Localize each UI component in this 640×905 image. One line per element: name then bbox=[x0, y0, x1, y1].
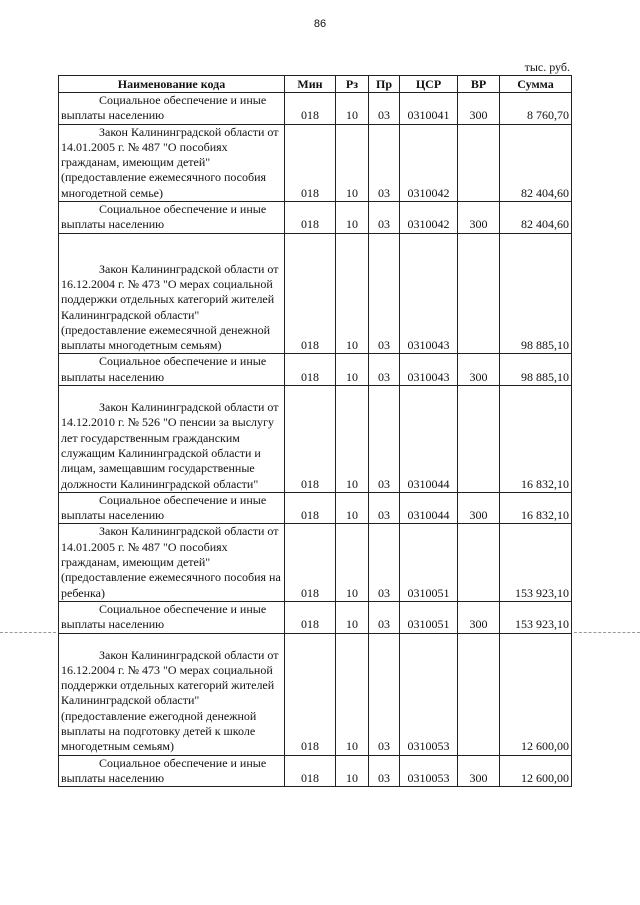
row-rz: 10 bbox=[336, 386, 369, 493]
row-min: 018 bbox=[285, 524, 336, 601]
row-pr: 03 bbox=[369, 492, 400, 524]
row-pr: 03 bbox=[369, 524, 400, 601]
table-row bbox=[59, 354, 572, 386]
row-min: 018 bbox=[285, 354, 336, 386]
row-min: 018 bbox=[285, 233, 336, 354]
scan-artifact-line-right bbox=[574, 632, 640, 633]
row-csr: 0310042 bbox=[400, 124, 458, 201]
column-header-rz: Рз bbox=[336, 76, 369, 93]
row-vr bbox=[458, 124, 500, 201]
row-name-text: Социальное обеспечение и иные выплаты населению bbox=[61, 492, 267, 523]
row-vr: 300 bbox=[458, 354, 500, 386]
row-sum: 82 404,60 bbox=[500, 124, 572, 201]
table-row bbox=[59, 233, 572, 354]
row-sum: 98 885,10 bbox=[500, 233, 572, 354]
row-name-text: Закон Калининградской области от 14.12.2010 г. № 526 "О пенсии за выслугу лет государственным гражданским служащим Калининградской области и лицам, замещавшим государственные должности Калининградской области" bbox=[61, 400, 279, 491]
table-row bbox=[59, 601, 572, 633]
row-name bbox=[59, 202, 285, 234]
table-row bbox=[59, 93, 572, 125]
row-pr: 03 bbox=[369, 386, 400, 493]
row-name-text: Закон Калининградской области от 16.12.2004 г. № 473 "О мерах социальной поддержки отдельных категорий жителей Калининградской области" (предоставление ежегодной денежной выплаты на подготовку детей к школе многодетным семьям) bbox=[61, 647, 279, 754]
page-number: 86 bbox=[313, 18, 327, 30]
row-name bbox=[59, 124, 285, 201]
row-name-text: Социальное обеспечение и иные выплаты населению bbox=[61, 601, 267, 632]
row-csr: 0310053 bbox=[400, 633, 458, 755]
row-csr: 0310041 bbox=[400, 93, 458, 125]
column-header-sum: Сумма bbox=[500, 76, 572, 93]
row-pr: 03 bbox=[369, 601, 400, 633]
row-sum: 98 885,10 bbox=[500, 354, 572, 386]
row-min: 018 bbox=[285, 601, 336, 633]
row-min: 018 bbox=[285, 202, 336, 234]
row-vr: 300 bbox=[458, 492, 500, 524]
row-min: 018 bbox=[285, 386, 336, 493]
row-rz: 10 bbox=[336, 202, 369, 234]
scan-artifact-line-left bbox=[0, 632, 56, 633]
row-name bbox=[59, 633, 285, 755]
row-vr bbox=[458, 524, 500, 601]
row-csr: 0310043 bbox=[400, 354, 458, 386]
row-pr: 03 bbox=[369, 124, 400, 201]
column-header-pr: Пр bbox=[369, 76, 400, 93]
row-sum: 12 600,00 bbox=[500, 755, 572, 787]
row-sum: 8 760,70 bbox=[500, 93, 572, 125]
row-name-text: Социальное обеспечение и иные выплаты населению bbox=[61, 755, 267, 785]
column-header-name: Наименование кода bbox=[59, 76, 285, 93]
row-rz: 10 bbox=[336, 354, 369, 386]
row-min: 018 bbox=[285, 492, 336, 524]
row-name bbox=[59, 492, 285, 524]
row-csr: 0310044 bbox=[400, 492, 458, 524]
row-min: 018 bbox=[285, 124, 336, 201]
row-rz: 10 bbox=[336, 524, 369, 601]
row-name bbox=[59, 601, 285, 633]
row-sum: 16 832,10 bbox=[500, 386, 572, 493]
row-rz: 10 bbox=[336, 633, 369, 755]
row-pr: 03 bbox=[369, 354, 400, 386]
row-vr: 300 bbox=[458, 601, 500, 633]
column-header-csr: ЦСР bbox=[400, 76, 458, 93]
row-csr: 0310051 bbox=[400, 524, 458, 601]
row-csr: 0310043 bbox=[400, 233, 458, 354]
row-name-text: Социальное обеспечение и иные выплаты населению bbox=[61, 202, 267, 232]
row-name bbox=[59, 386, 285, 493]
row-min: 018 bbox=[285, 633, 336, 755]
row-vr: 300 bbox=[458, 93, 500, 125]
row-rz: 10 bbox=[336, 755, 369, 787]
row-csr: 0310051 bbox=[400, 601, 458, 633]
column-header-vr: ВР bbox=[458, 76, 500, 93]
row-sum: 153 923,10 bbox=[500, 601, 572, 633]
row-sum: 82 404,60 bbox=[500, 202, 572, 234]
row-name-text: Закон Калининградской области от 16.12.2004 г. № 473 "О мерах социальной поддержки отдельных категорий жителей Калининградской области" (предоставление ежемесячной денежной выплаты многодетным семьям) bbox=[61, 261, 279, 353]
table-row bbox=[59, 524, 572, 601]
row-sum: 153 923,10 bbox=[500, 524, 572, 601]
row-name bbox=[59, 524, 285, 601]
table-row bbox=[59, 633, 572, 755]
row-name-text: Социальное обеспечение и иные выплаты населению bbox=[61, 354, 267, 384]
row-vr bbox=[458, 386, 500, 493]
row-pr: 03 bbox=[369, 202, 400, 234]
row-name bbox=[59, 93, 285, 125]
units-label: тыс. руб. bbox=[524, 60, 570, 74]
table-row bbox=[59, 202, 572, 234]
table-header-row bbox=[59, 76, 572, 93]
row-vr bbox=[458, 233, 500, 354]
row-rz: 10 bbox=[336, 124, 369, 201]
row-vr: 300 bbox=[458, 755, 500, 787]
row-pr: 03 bbox=[369, 233, 400, 354]
row-rz: 10 bbox=[336, 93, 369, 125]
budget-table bbox=[58, 75, 572, 787]
row-min: 018 bbox=[285, 93, 336, 125]
row-vr: 300 bbox=[458, 202, 500, 234]
table-row bbox=[59, 386, 572, 493]
row-name-text: Закон Калининградской области от 14.01.2005 г. № 487 "О пособиях гражданам, имеющим детей" (предоставление ежемесячного пособия на ребенка) bbox=[61, 524, 281, 600]
row-name bbox=[59, 354, 285, 386]
table-row bbox=[59, 755, 572, 787]
row-name bbox=[59, 755, 285, 787]
row-vr bbox=[458, 633, 500, 755]
row-rz: 10 bbox=[336, 492, 369, 524]
table-row bbox=[59, 124, 572, 201]
row-pr: 03 bbox=[369, 93, 400, 125]
row-sum: 12 600,00 bbox=[500, 633, 572, 755]
row-csr: 0310053 bbox=[400, 755, 458, 787]
row-sum: 16 832,10 bbox=[500, 492, 572, 524]
row-pr: 03 bbox=[369, 633, 400, 755]
row-rz: 10 bbox=[336, 601, 369, 633]
row-rz: 10 bbox=[336, 233, 369, 354]
row-pr: 03 bbox=[369, 755, 400, 787]
row-csr: 0310042 bbox=[400, 202, 458, 234]
row-csr: 0310044 bbox=[400, 386, 458, 493]
row-name-text: Закон Калининградской области от 14.01.2005 г. № 487 "О пособиях гражданам, имеющим детей" (предоставление ежемесячного пособия многодетной семье) bbox=[61, 124, 279, 200]
table-row bbox=[59, 492, 572, 524]
column-header-min: Мин bbox=[285, 76, 336, 93]
row-min: 018 bbox=[285, 755, 336, 787]
row-name-text: Социальное обеспечение и иные выплаты населению bbox=[61, 93, 267, 123]
row-name bbox=[59, 233, 285, 354]
